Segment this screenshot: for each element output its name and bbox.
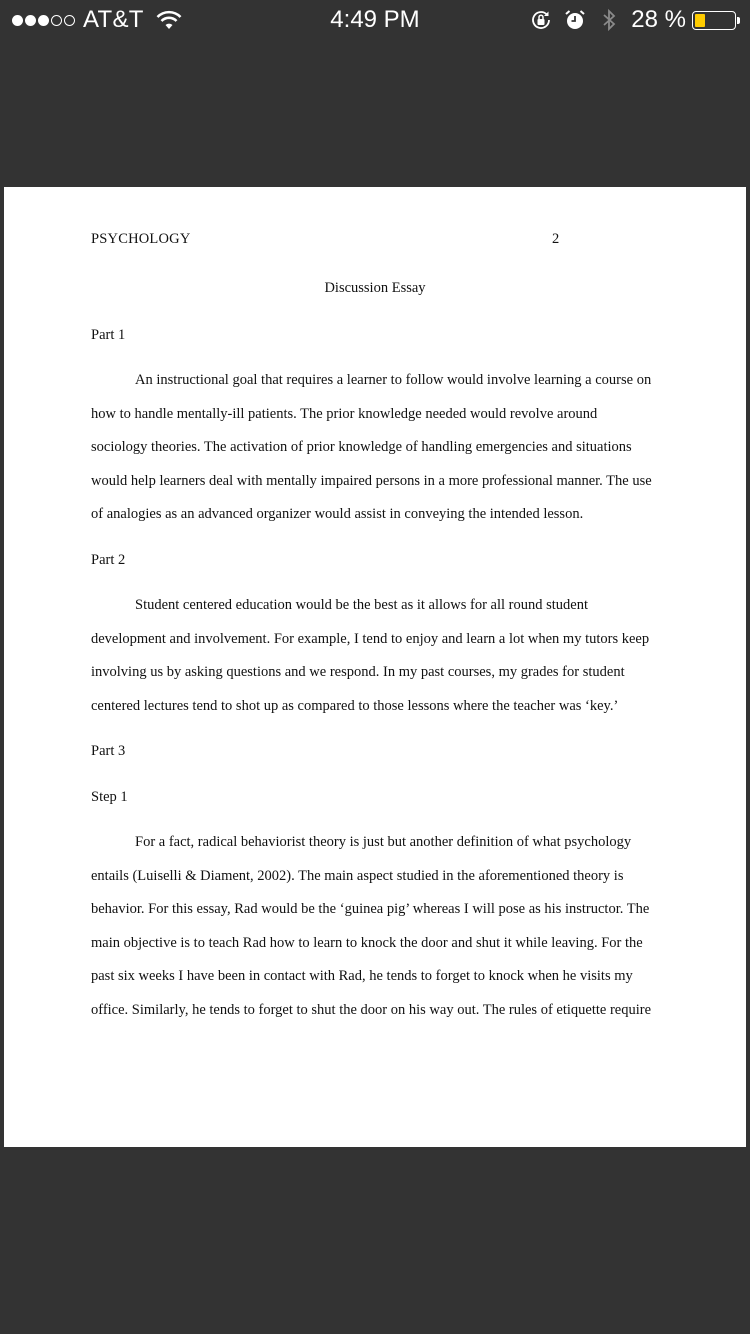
paragraph-line: office. Similarly, he tends to forget to shut the door on his way out. The rules of etiquette require	[91, 1001, 652, 1018]
battery-level-fill	[695, 14, 705, 27]
paragraph-line: how to handle mentally-ill patients. The prior knowledge needed would revolve around	[91, 405, 598, 422]
status-bar	[0, 0, 750, 40]
alarm-icon	[563, 8, 587, 32]
bluetooth-icon	[597, 8, 621, 32]
orientation-lock-icon	[529, 8, 553, 32]
paragraph-line: involving us by asking questions and we respond. In my past courses, my grades for student	[91, 664, 625, 680]
paragraph-line: entails (Luiselli & Diament, 2002). The main aspect studied in the aforementioned theory is	[91, 867, 624, 884]
heading-part-1: Part 1	[91, 327, 126, 343]
paragraph-line: behavior. For this essay, Rad would be the ‘guinea pig’ whereas I will pose as his instructor. The	[91, 901, 650, 917]
running-head: PSYCHOLOGY	[91, 231, 191, 247]
paragraph-line: would help learners deal with mentally impaired persons in a more professional manner. The use	[91, 472, 652, 489]
heading-step-1: Step 1	[91, 789, 128, 805]
page-number: 2	[552, 231, 560, 247]
paragraph-line: past six weeks I have been in contact with Rad, he tends to forget to knock when he visits my	[91, 968, 633, 984]
heading-part-3: Part 3	[91, 743, 126, 759]
document-title: Discussion Essay	[324, 280, 426, 296]
paragraph-line: Student centered education would be the best as it allows for all round student	[135, 597, 589, 613]
battery-percentage: 28 %	[631, 6, 686, 33]
signal-strength-icon	[12, 15, 75, 26]
wifi-icon	[156, 10, 182, 30]
paragraph-line: main objective is to teach Rad how to learn to knock the door and shut it while leaving. For the	[91, 934, 643, 951]
paragraph-line: development and involvement. For example, I tend to enjoy and learn a lot when my tutors keep	[91, 630, 650, 647]
document-page	[4, 187, 746, 1147]
paragraph-line: of analogies as an advanced organizer would assist in conveying the intended lesson.	[91, 506, 584, 522]
status-bar-left	[12, 6, 182, 34]
paragraph-line: For a fact, radical behaviorist theory is just but another definition of what psychology	[135, 834, 632, 850]
clock: 4:49 PM	[330, 6, 420, 33]
paragraph-line: sociology theories. The activation of prior knowledge of handling emergencies and situations	[91, 439, 632, 455]
carrier-name: AT&T	[83, 6, 144, 33]
battery-cap	[737, 17, 740, 24]
paragraph-line: centered lectures tend to shot up as compared to those lessons where the teacher was ‘key.’	[91, 697, 619, 714]
battery-icon	[692, 11, 736, 30]
status-bar-right	[529, 6, 740, 34]
paragraph-line: An instructional goal that requires a learner to follow would involve learning a course on	[135, 372, 652, 388]
heading-part-2: Part 2	[91, 552, 126, 568]
